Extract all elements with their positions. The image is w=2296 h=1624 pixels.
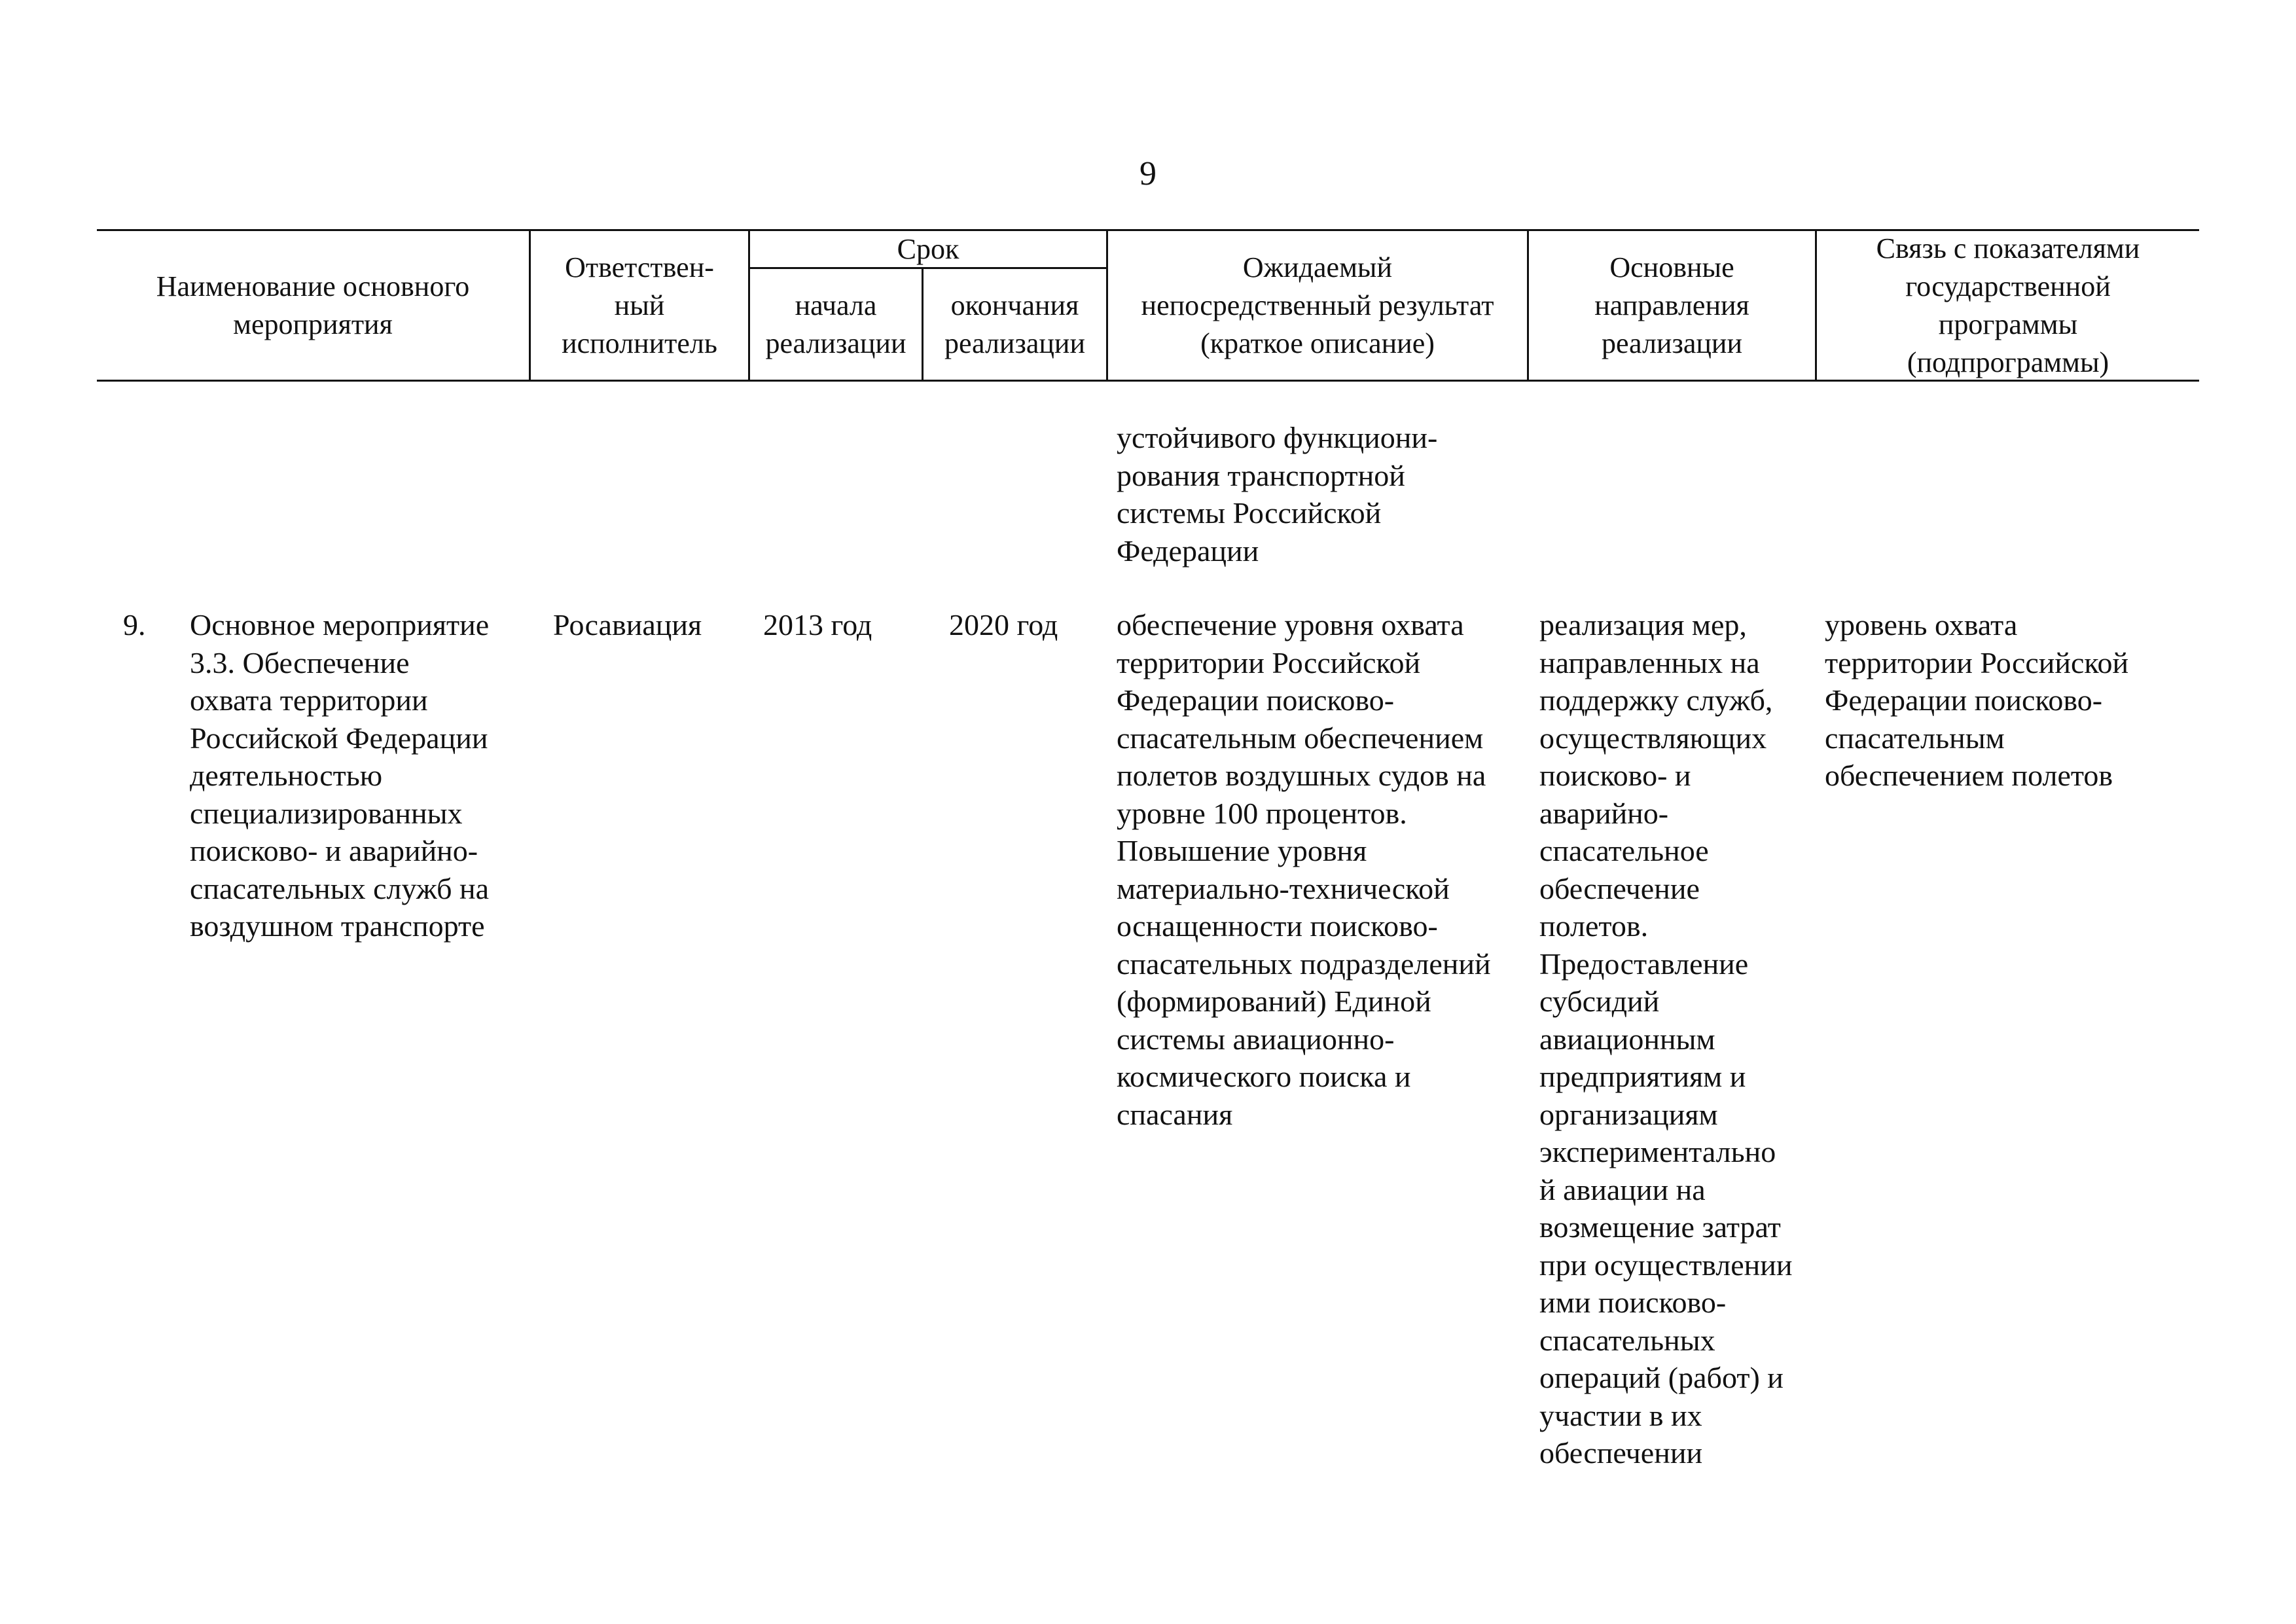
row-end: 2020 год [949,608,1058,641]
header-expected-result: Ожидаемый непосредственный результат (краткое описание) [1141,251,1494,359]
header-term-start: начала реализации [765,289,906,359]
header-term-end: окончания реализации [944,289,1086,359]
continuation-result: устойчивого функциони- рования транспортной системы Российской Федерации [1117,421,1438,568]
row-result: обеспечение уровня охвата территории Российской Федерации поисково- спасательным обеспечением полетов воздушных судов на уровне 100 процентов. Повышение уровня материально-технической оснащенности поисково- спасательных подразделений (формирований) Единой системы авиационно- космического поиска и спасания [1117,608,1491,1131]
row-responsible: Росавиация [553,608,702,641]
row-number: 9. [123,608,146,641]
header-directions: Основные направления реализации [1594,251,1749,359]
header-responsible: Ответствен- ный исполнитель [562,251,717,359]
header-term: Срок [897,232,960,265]
page-number: 9 [1139,155,1157,192]
row-link: уровень охвата территории Российской Федерации поисково- спасательным обеспечением полетов [1825,608,2129,792]
header-link: Связь с показателями государственной программы (подпрограммы) [1876,232,2140,378]
row-start: 2013 год [763,608,872,641]
header-name: Наименование основного мероприятия [156,270,470,340]
row-name: Основное мероприятие 3.3. Обеспечение охвата территории Российской Федерации деятельностью специализированных поисково- и аварийно- спасательных служб на воздушном транспорте [190,608,490,943]
row-directions: реализация мер, направленных на поддержку служб, осуществляющих поисково- и аварийно- спасательное обеспечение полетов. Предоставление субсидий авиационным предприятиям и организациям экспериментально й авиации на возмещение затрат при осуществлении ими поисково- спасательных операций (работ) и участии в их обеспечении [1539,608,1793,1470]
